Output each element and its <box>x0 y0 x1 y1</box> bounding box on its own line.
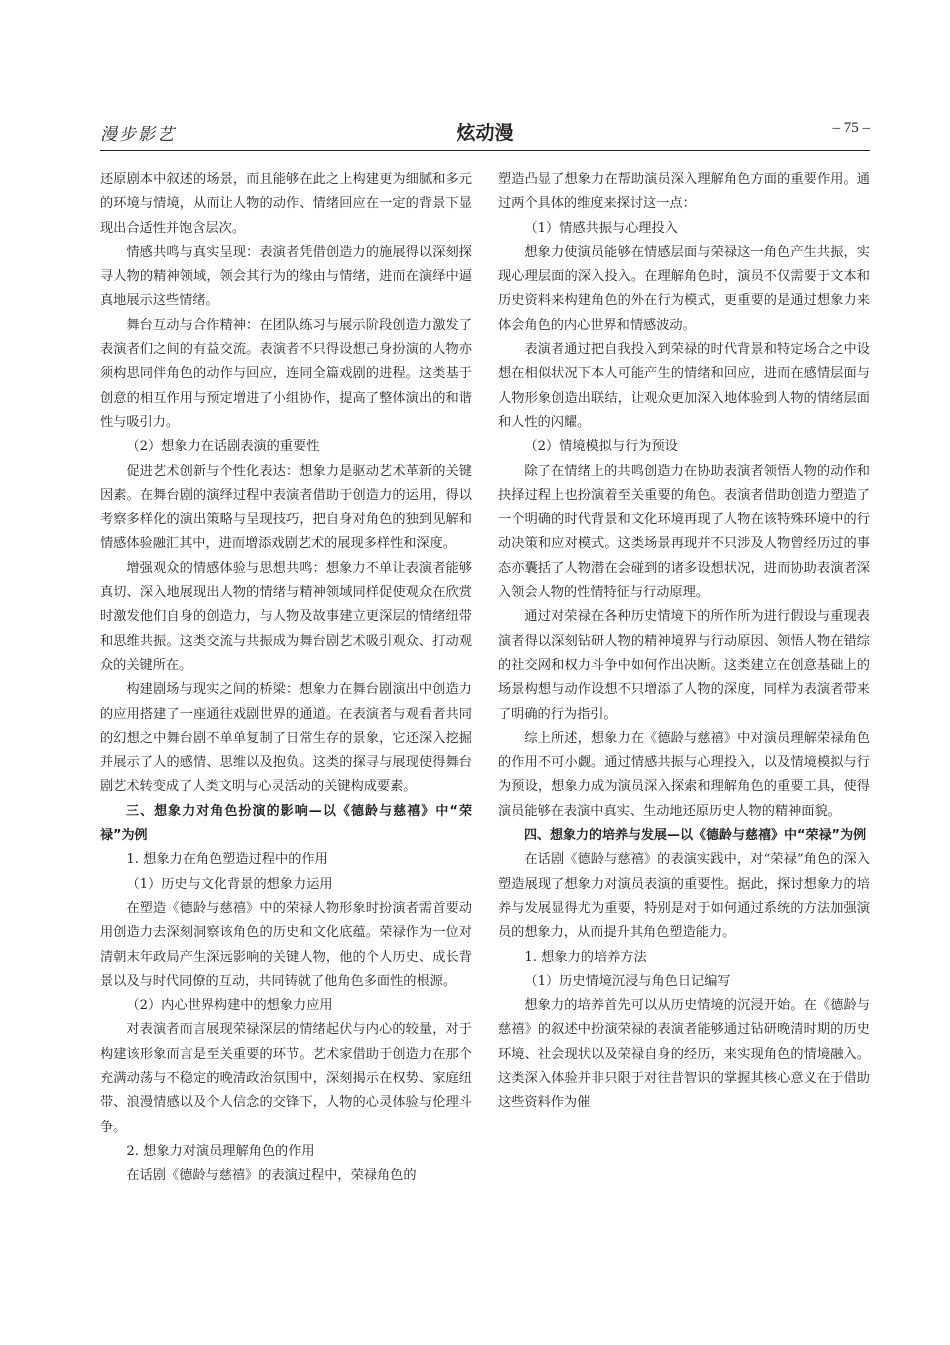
body-paragraph: 想象力使演员能够在情感层面与荣禄这一角色产生共振，实现心理层面的深入投入。在理解角色时，演员不仅需要于文本和历史资料来构建角色的外在行为模式，更重要的是通过想象力来体会角色的内心世界和情感波动。 <box>498 244 870 333</box>
body-paragraph: 增强观众的情感体验与思想共鸣：想象力不单让表演者能够真切、深入地展现出人物的情绪与精神领域同样促使观众在欣赏时激发他们自身的创造力，与人物及故事建立更深层的情绪纽带和思维共振。这类交流与共振成为舞台剧艺术吸引观众、打动观众的关键所在。 <box>100 560 472 673</box>
sub-subsection-heading: （2）想象力在话剧表演的重要性 <box>126 439 320 455</box>
header-rule <box>100 150 870 151</box>
subsection-heading: 2. 想象力对演员理解角色的作用 <box>126 1143 315 1159</box>
body-paragraph: 通过对荣禄在各种历史情境下的所作所为进行假设与重现表演者得以深刻钻研人物的精神境界与行动原因、领悟人物在错综的社交网和权力斗争中如何作出决断。这类建立在创意基础上的场景构想与动作设想不只增添了人物的深度，同样为表演者带来了明确的行为指引。 <box>498 609 870 722</box>
left-column <box>100 168 472 1188</box>
sub-subsection-heading: （2）内心世界构建中的想象力应用 <box>126 998 333 1014</box>
body-paragraph: 舞台互动与合作精神：在团队练习与展示阶段创造力激发了表演者们之间的有益交流。表演者不只得设想己身扮演的人物亦须构思同伴角色的动作与回应，连同全篇戏剧的进程。这类基于创意的相互作用与预定增进了小组协作，提高了整体演出的和谐性与吸引力。 <box>100 317 472 430</box>
body-paragraph: 想象力的培养首先可以从历史情境的沉浸开始。在《德龄与慈禧》的叙述中扮演荣禄的表演者能够通过钻研晚清时期的历史环境、社会现状以及荣禄自身的经历，来实现角色的情境融入。这类深入体验并非只限于对往昔智识的掌握其核心意义在于借助这些资料作为催 <box>498 998 870 1111</box>
sub-subsection-heading: （2）情境模拟与行为预设 <box>524 439 678 455</box>
sub-subsection-heading: （1）历史情境沉浸与角色日记编写 <box>524 973 731 989</box>
journal-name: 漫步影艺 <box>100 125 176 145</box>
page-number: – 75 – <box>832 120 870 136</box>
paragraph-continuation: 塑造凸显了想象力在帮助演员深入理解角色方面的重要作用。通过两个具体的维度来探讨这一点： <box>498 172 870 212</box>
body-paragraph: 在话剧《德龄与慈禧》的表演实践中，对“荣禄”角色的深入塑造展现了想象力对演员表演的重要性。据此，探讨想象力的培养与发展显得尤为重要，特别是对于如何通过系统的方法加强演员的想象力，从而提升其角色塑造能力。 <box>498 852 870 941</box>
body-paragraph: 在话剧《德龄与慈禧》的表演过程中，荣禄角色的 <box>126 1168 417 1184</box>
body-paragraph: 综上所述，想象力在《德龄与慈禧》中对演员理解荣禄角色的作用不可小觑。通过情感共振与心理投入，以及情境模拟与行为预设，想象力成为演员深入探索和理解角色的重要工具，使得演员能够在表演中真实、生动地还原历史人物的精神面貌。 <box>498 730 870 819</box>
journal-title: 炫动漫 <box>456 122 514 144</box>
body-paragraph: 对表演者而言展现荣禄深层的情绪起伏与内心的较量，对于构建该形象而言是至关重要的环节。艺术家借助于创造力在那个充满动荡与不稳定的晚清政治氛围中，深刻揭示在权势、家庭纽带、浪漫情感以及个人信念的交锋下，人物的心灵体验与伦理斗争。 <box>100 1022 472 1135</box>
body-paragraph: 在塑造《德龄与慈禧》中的荣禄人物形象时扮演者需首要动用创造力去深刻洞察该角色的历史和文化底蕴。荣禄作为一位对清朝末年政局产生深远影响的关键人物，他的个人历史、成长背景以及与时代同僚的互动，共同铸就了他角色多面性的根源。 <box>100 900 472 989</box>
sub-subsection-heading: （1）情感共振与心理投入 <box>524 220 678 236</box>
right-column <box>498 168 870 1116</box>
body-paragraph: 情感共鸣与真实呈现：表演者凭借创造力的施展得以深刻探寻人物的精神领域，领会其行为的缘由与情绪，进而在演绎中逼真地展示这些情绪。 <box>100 244 472 309</box>
section-heading: 三、想象力对角色扮演的影响—以《德龄与慈禧》中“荣禄”为例 <box>100 803 472 844</box>
subsection-heading: 1. 想象力的培养方法 <box>524 949 647 965</box>
body-paragraph: 表演者通过把自我投入到荣禄的时代背景和特定场合之中设想在相似状况下本人可能产生的情绪和回应，进而在感情层面与人物形象创造出联结，让观众更加深入地体验到人物的情绪层面和人性的闪耀。 <box>498 342 870 430</box>
paragraph-continuation: 还原剧本中叙述的场景，而且能够在此之上构建更为细腻和多元的环境与情境，从而让人物的动作、情绪回应在一定的背景下显现出合适性并饱含层次。 <box>100 172 472 236</box>
running-header <box>100 118 870 148</box>
subsection-heading: 1. 想象力在角色塑造过程中的作用 <box>126 852 328 868</box>
body-paragraph: 除了在情绪上的共鸣创造力在协助表演者领悟人物的动作和抉择过程上也扮演着至关重要的角色。表演者借助创造力塑造了一个明确的时代背景和文化环境再现了人物在该特殊环境中的行动决策和应对模式。这类场景再现并不只涉及人物曾经历过的事态亦囊括了人物潜在会碰到的诸多设想状况，进而协助表演者深入领会人物的性情特征与行动原理。 <box>498 463 870 601</box>
body-paragraph: 促进艺术创新与个性化表达：想象力是驱动艺术革新的关键因素。在舞台剧的演绎过程中表演者借助于创造力的运用，得以考察多样化的演出策略与呈现技巧，把自身对角色的独到见解和情感体验融汇其中，进而增添戏剧艺术的展现多样性和深度。 <box>100 463 472 552</box>
section-heading: 四、想象力的培养与发展—以《德龄与慈禧》中“荣禄”为例 <box>524 828 867 844</box>
body-paragraph: 构建剧场与现实之间的桥梁：想象力在舞台剧演出中创造力的应用搭建了一座通往戏剧世界的通道。在表演者与观看者共同的幻想之中舞台剧不单单复制了日常生存的景象，它还深入挖掘并展示了人的感情、思维以及抱负。这类的探寻与展现使得舞台剧艺术转变成了人类文明与心灵活动的关键构成要素。 <box>100 682 472 795</box>
sub-subsection-heading: （1）历史与文化背景的想象力运用 <box>126 876 333 892</box>
